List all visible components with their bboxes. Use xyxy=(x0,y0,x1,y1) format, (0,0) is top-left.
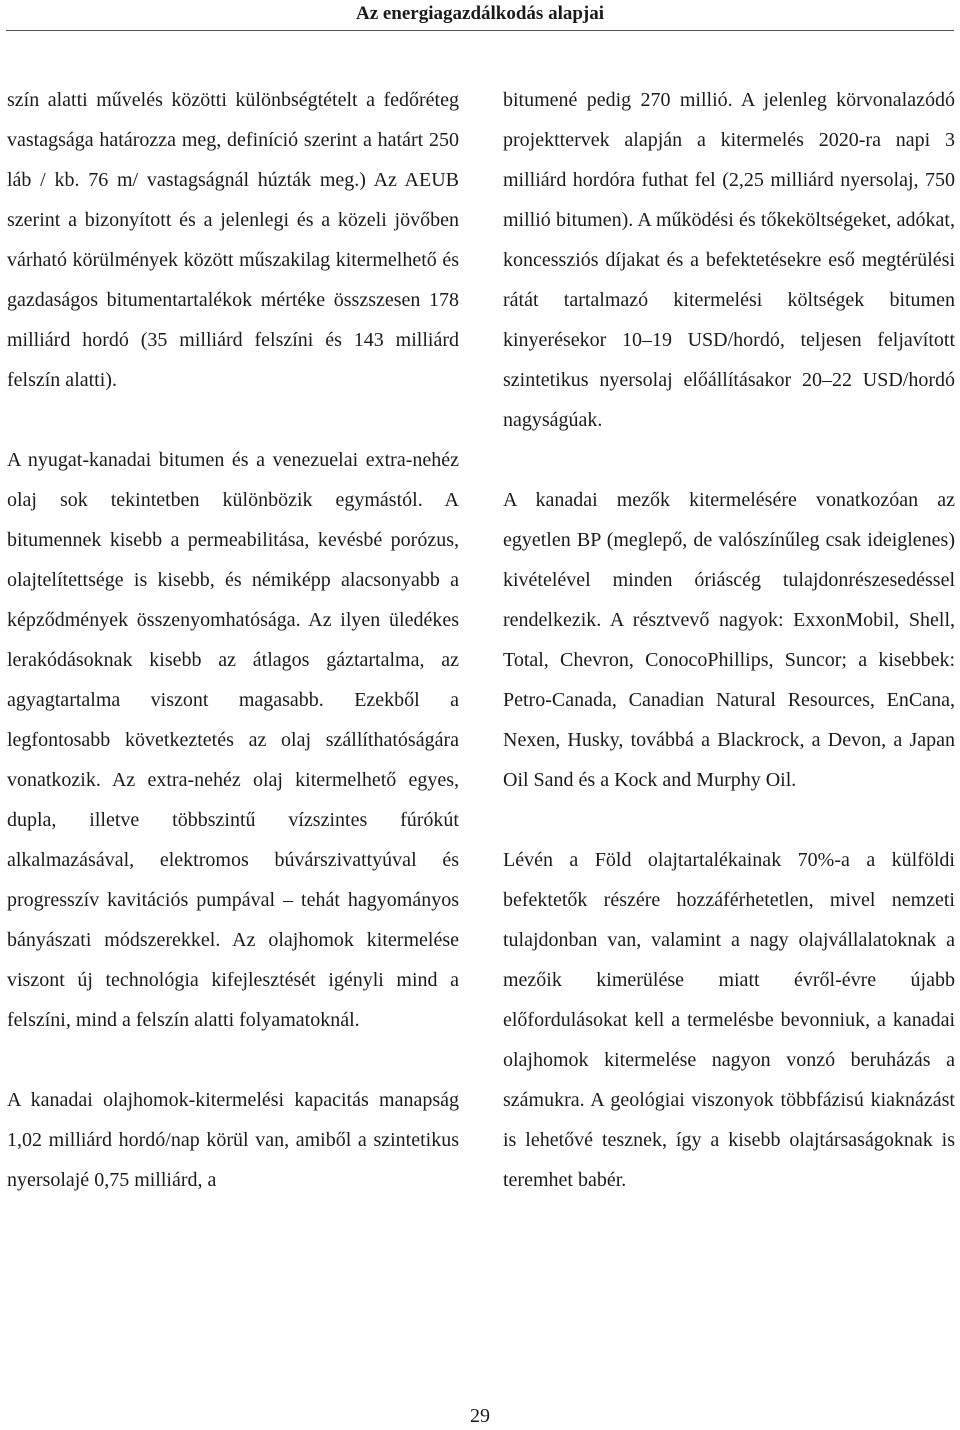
running-header: Az energiagazdálkodás alapjai xyxy=(355,3,605,24)
left-column xyxy=(7,80,459,1200)
paragraph: A nyugat-kanadai bitumen és a venezuelai extra-nehéz olaj sok tekintetben különbözik egymástól. A bitumennek kisebb a permeabilitása, kevésbé porózus, olajtelítettsége is kisebb, és némiképp alacsonyabb a képződmények összenyomhatósága. Az ilyen üledékes lerakódásoknak kisebb az átlagos gáztartalma, az agyagtartalma viszont magasabb. Ezekből a legfontosabb következtetés az olaj szállíthatóságára vonatkozik. Az extra-nehéz olaj kitermelhető egyes, dupla, illetve többszintű vízszintes fúrókút alkalmazásával, elektromos búvárszivattyúval és progresszív kavitációs pumpával – tehát hagyományos bányászati módszerekkel. Az olajhomok kitermelése viszont új technológia kifejlesztését igényli mind a felszíni, mind a felszín alatti folyamatoknál. xyxy=(7,449,459,1031)
paragraph: Lévén a Föld olajtartalékainak 70%-a a külföldi befektetők részére hozzáférhetetlen, mivel nemzeti tulajdonban van, valamint a nagy olajvállalatoknak a mezőik kimerülése miatt évről-évre újabb előfordulásokat kell a termelésbe bevonniuk, a kanadai olajhomok kitermelése nagyon vonzó beruházás a számukra. A geológiai viszonyok többfázisú kiaknázást is lehetővé tesznek, így a kisebb olajtársaságoknak is teremhet babér. xyxy=(503,849,955,1191)
paragraph: szín alatti művelés közötti különbségtételt a fedőréteg vastagsága határozza meg, definíció szerint a határt 250 láb / kb. 76 m/ vastagságnál húzták meg.) Az AEUB szerint a bizonyított és a jelenlegi és a közeli jövőben várható körülmények között műszakilag kitermelhető és gazdaságos bitumentartalékok mértéke összszesen 178 milliárd hordó (35 milliárd felszíni és 143 milliárd felszín alatti). xyxy=(7,89,459,391)
page-number: 29 xyxy=(470,1405,490,1427)
paragraph: A kanadai olajhomok-kitermelési kapacitás manapság 1,02 milliárd hordó/nap körül van, amiből a szintetikus nyersolajé 0,75 milliárd, a xyxy=(7,1089,459,1191)
paragraph: A kanadai mezők kitermelésére vonatkozóan az egyetlen BP (meglepő, de valószínűleg csak ideiglenes) kivételével minden óriáscég tulajdonrészesedéssel rendelkezik. A résztvevő nagyok: ExxonMobil, Shell, Total, Chevron, ConocoPhillips, Suncor; a kisebbek: Petro-Canada, Canadian Natural Resources, EnCana, Nexen, Husky, továbbá a Blackrock, a Devon, a Japan Oil Sand és a Kock and Murphy Oil. xyxy=(503,489,955,791)
header-rule xyxy=(6,30,954,31)
right-column xyxy=(503,80,955,1200)
paragraph: bitumené pedig 270 millió. A jelenleg körvonalazódó projekttervek alapján a kitermelés 2020-ra napi 3 milliárd hordóra futhat fel (2,25 milliárd nyersolaj, 750 millió bitumen). A működési és tőkeköltségeket, adókat, koncessziós díjakat és a befektetésekre eső megtérülési rátát tartalmazó kitermelési költségek bitumen kinyerésekor 10–19 USD/hordó, teljesen feljavított szintetikus nyersolaj előállításakor 20–22 USD/hordó nagyságúak. xyxy=(503,89,955,431)
